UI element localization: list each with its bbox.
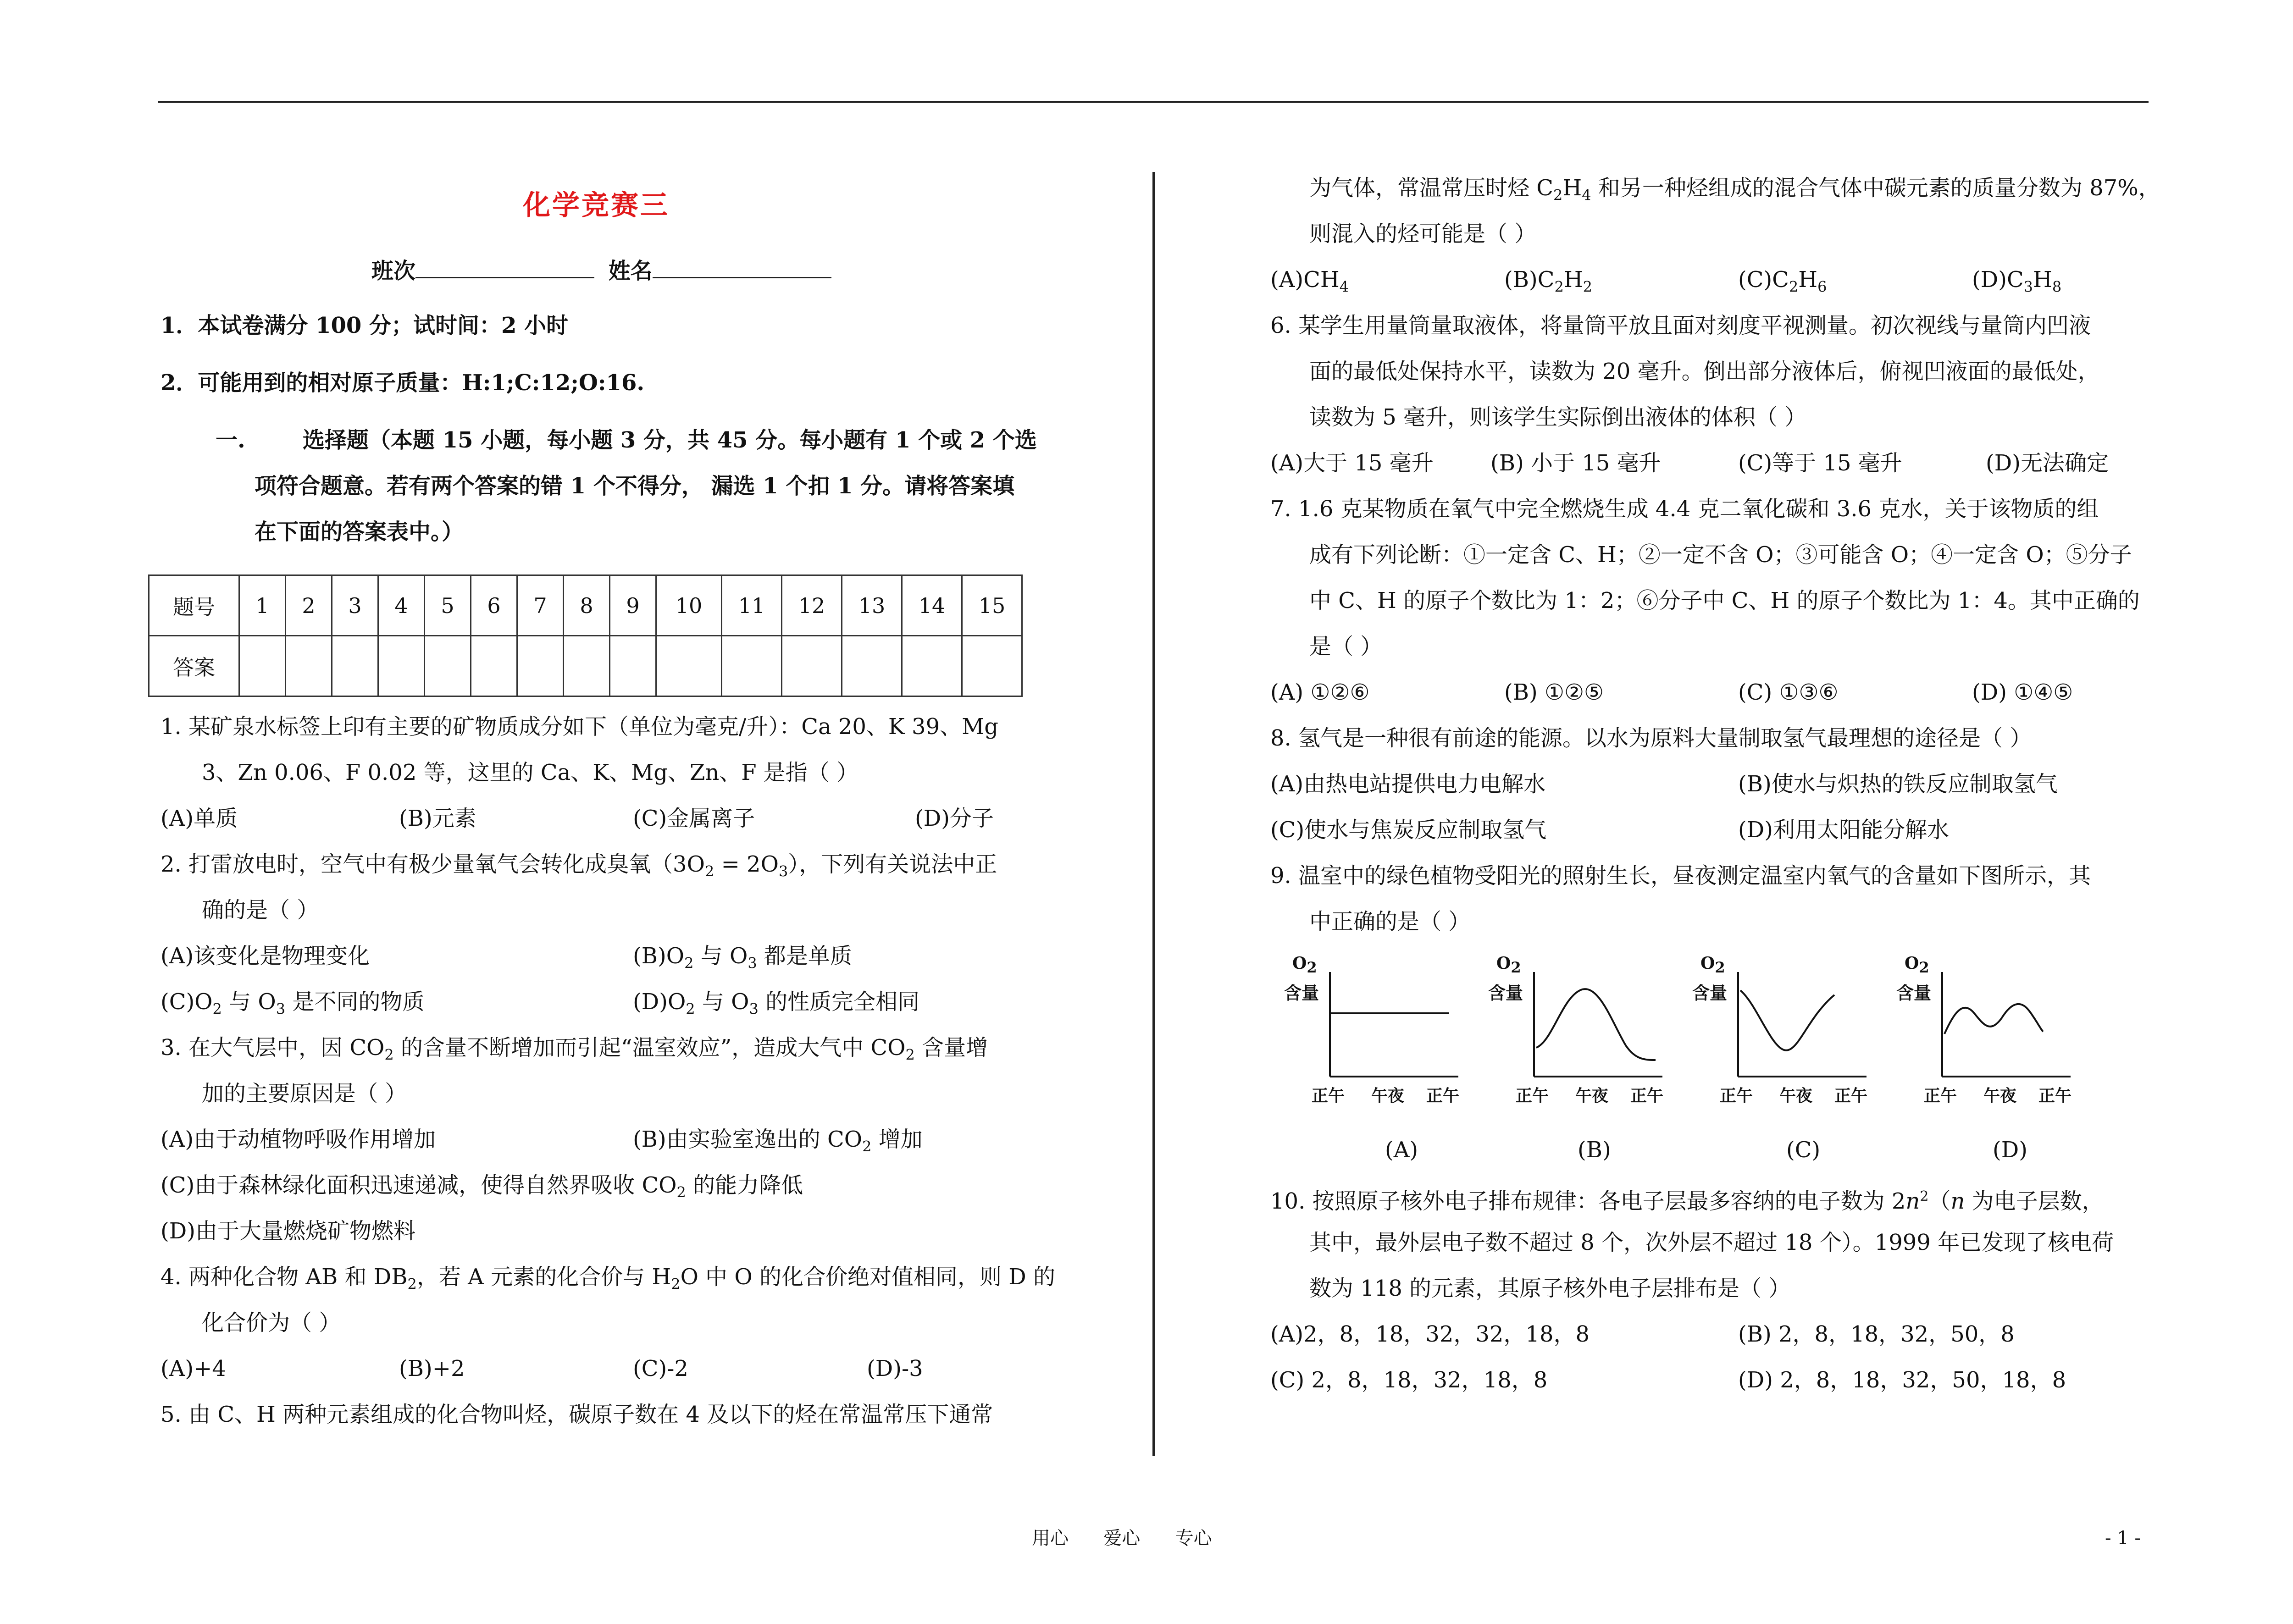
q6-option-d: (D)无法确定 (1986, 450, 2109, 476)
x-tick: 正午 (1720, 1086, 1753, 1105)
opt-text: 与 O (695, 989, 749, 1015)
q7-option-d: (D) ①④⑤ (1972, 679, 2073, 705)
q4-text-c: O 中 O 的化合价绝对值相同，则 D 的 (680, 1264, 1056, 1290)
table-cell: 6 (471, 575, 517, 636)
q3-text-a: 3. 在大气层中，因 CO (161, 1035, 385, 1061)
q1-option-d: (D)分子 (915, 806, 994, 831)
x-tick: 正午 (1630, 1086, 1664, 1105)
q8-option-d: (D)利用太阳能分解水 (1738, 817, 1949, 843)
q7-option-a: (A) ①②⑥ (1270, 679, 1370, 705)
answer-cell[interactable] (842, 636, 902, 696)
subscript: 2 (671, 1275, 681, 1293)
graph-b-svg (1497, 954, 1662, 1100)
graph-b-label: (B) (1578, 1137, 1611, 1163)
section-line-1: 选择题（本题 15 小题，每小题 3 分，共 45 分。每小题有 1 个或 2 个选 (303, 427, 1037, 453)
o2-label (1905, 954, 1929, 976)
q2-text-a: 2. 打雷放电时，空气中有极少量氧气会转化成臭氧（3O (161, 851, 705, 877)
subscript: 2 (407, 1275, 417, 1293)
q7-line-1: 7. 1.6 克某物质在氧气中完全燃烧生成 4.4 克二氧化碳和 3.6 克水，关于该物质的组 (1270, 496, 2099, 522)
q5-line-1: 5. 由 C、H 两种元素组成的化合物叫烃，碳原子数在 4 及以下的烃在常温常压下通常 (161, 1402, 993, 1427)
opt-text: (A)CH (1270, 267, 1340, 293)
subscript: 6 (1817, 278, 1827, 296)
table-cell: 1 (239, 575, 286, 636)
answer-cell[interactable] (962, 636, 1022, 696)
y-axis-label: 含量 (1692, 983, 1728, 1003)
graph-a (1284, 954, 1460, 1105)
opt-text: (C)O (161, 989, 213, 1015)
answer-cell[interactable] (902, 636, 962, 696)
subscript: 2 (1919, 959, 1929, 977)
opt-text: 与 O (222, 989, 276, 1015)
x-tick: 午夜 (1371, 1086, 1405, 1105)
q2-line-1 (161, 851, 997, 885)
q2-line-2: 确的是（ ） (202, 897, 319, 923)
graph-a-svg (1293, 954, 1458, 1100)
x-tick: 午夜 (1983, 1086, 2017, 1105)
class-blank[interactable] (415, 257, 594, 278)
opt-text: (B)O (633, 943, 685, 969)
q4-text-b: ，若 A 元素的化合价与 H (416, 1264, 671, 1290)
answer-cell[interactable] (239, 636, 286, 696)
x-tick: 正午 (1516, 1086, 1549, 1105)
q5-line-2 (1309, 174, 2160, 209)
opt-text: 增加 (871, 1127, 923, 1152)
graph-d-label: (D) (1993, 1137, 2027, 1163)
subscript: 2 (686, 1000, 695, 1018)
subscript: 2 (1554, 278, 1564, 296)
q3-option-c (161, 1171, 803, 1206)
section-line-2: 项符合题意。若有两个答案的错 1 个不得分， 漏选 1 个扣 1 分。请将答案填 (255, 473, 1015, 499)
answer-cell[interactable] (517, 636, 564, 696)
o2-label (1700, 954, 1725, 976)
q6-line-2: 面的最低处保持水平，读数为 20 毫升。倒出部分液体后，俯视凹液面的最低处， (1309, 359, 2100, 384)
subscript: 4 (1339, 278, 1349, 296)
table-cell: 14 (902, 575, 962, 636)
q3-option-d: (D)由于大量燃烧矿物燃料 (161, 1218, 415, 1244)
answer-cell[interactable] (610, 636, 656, 696)
y-axis-label: 含量 (1284, 983, 1319, 1003)
name-label: 姓名 (608, 258, 653, 284)
student-info-line (371, 257, 831, 285)
opt-text: (C)C (1738, 267, 1789, 293)
table-header-number: 题号 (149, 575, 239, 636)
q10-line-3: 数为 118 的元素，其原子核外电子层排布是（ ） (1309, 1276, 1791, 1301)
q10-text-d: （ (1928, 1188, 1951, 1214)
q9-line-2: 中正确的是（ ） (1309, 909, 1471, 934)
opt-text: H (1798, 267, 1818, 293)
x-tick: 正午 (1426, 1086, 1460, 1105)
x-tick: 正午 (2038, 1086, 2072, 1105)
graph-a-label: (A) (1385, 1137, 1418, 1163)
q2-option-b (633, 942, 852, 977)
q6-line-3: 读数为 5 毫升，则该学生实际倒出液体的体积（ ） (1309, 404, 1807, 430)
q5-text-a: 为气体，常温常压时烃 C (1309, 175, 1553, 201)
subscript: 3 (276, 1000, 286, 1018)
table-cell: 11 (722, 575, 782, 636)
x-tick: 正午 (1834, 1086, 1868, 1105)
graph-d-svg (1905, 954, 2071, 1100)
curve-b (1536, 989, 1656, 1060)
q4-line-1 (161, 1263, 1055, 1298)
column-divider (1152, 172, 1155, 1456)
page-title: 化学竞赛三 (523, 189, 670, 221)
q1-option-c: (C)金属离子 (633, 806, 755, 831)
subscript: 2 (1789, 278, 1799, 296)
subscript: 2 (905, 1046, 915, 1064)
answer-cell[interactable] (782, 636, 842, 696)
subscript: 2 (1583, 278, 1593, 296)
q6-option-c: (C)等于 15 毫升 (1738, 450, 1902, 476)
header-rule (158, 101, 2149, 103)
q8-line-1: 8. 氢气是一种很有前途的能源。以水为原料大量制取氢气最理想的途径是（ ） (1270, 725, 2032, 751)
q9-line-1: 9. 温室中的绿色植物受阳光的照射生长，昼夜测定温室内氧气的含量如下图所示，其 (1270, 863, 2091, 889)
graph-c (1692, 954, 1868, 1105)
q10-option-c: (C) 2，8，18，32，18，8 (1270, 1367, 1548, 1393)
instruction-2: 2．可能用到的相对原子质量：H:1;C:12;O:16. (161, 370, 645, 396)
subscript: 2 (862, 1138, 872, 1155)
opt-text: 是不同的物质 (285, 989, 425, 1015)
instruction-1: 1．本试卷满分 100 分；试时间：2 小时 (161, 313, 569, 338)
table-cell: 8 (564, 575, 610, 636)
q10-option-d: (D) 2，8，18，32，50，18，8 (1738, 1367, 2066, 1393)
answer-cell[interactable] (656, 636, 722, 696)
x-tick: 正午 (1312, 1086, 1345, 1105)
o2-text: O (1496, 954, 1511, 973)
opt-text: H (2033, 267, 2052, 293)
q5-option-d (1972, 266, 2061, 301)
y-axis-label: 含量 (1488, 983, 1523, 1003)
graph-b (1488, 954, 1664, 1105)
o2-text: O (1292, 954, 1307, 973)
q4-line-2: 化合价为（ ） (202, 1310, 341, 1336)
table-cell: 5 (425, 575, 471, 636)
q8-option-b: (B)使水与炽热的铁反应制取氢气 (1738, 771, 2058, 797)
q3-option-a: (A)由于动植物呼吸作用增加 (161, 1127, 436, 1152)
subscript: 8 (2052, 278, 2062, 296)
answer-cell[interactable] (564, 636, 610, 696)
q2-option-d (633, 988, 919, 1023)
q10-var-n: n (1950, 1188, 1965, 1214)
answer-table (148, 574, 1023, 697)
y-axis-label: 含量 (1896, 983, 1932, 1003)
q7-option-c: (C) ①③⑥ (1738, 679, 1839, 705)
q4-option-c: (C)-2 (633, 1356, 688, 1381)
opt-text: (D)O (633, 989, 686, 1015)
q8-option-a: (A)由热电站提供电力电解水 (1270, 771, 1546, 797)
o2-text: O (1905, 954, 1919, 973)
subscript: 2 (1715, 959, 1725, 977)
q7-line-3: 中 C、H 的原子个数比为 1：2；⑥分子中 C、H 的原子个数比为 1：4。其中正确的 (1309, 588, 2140, 613)
q3-line-1 (161, 1034, 988, 1069)
subscript: 2 (1511, 959, 1521, 977)
q5-text-b: H (1562, 175, 1582, 201)
q6-option-a: (A)大于 15 毫升 (1270, 450, 1434, 476)
section-number: 一. (216, 427, 245, 453)
table-row-answers (149, 636, 1022, 696)
graph-c-svg (1701, 954, 1867, 1100)
q10-line-2: 其中，最外层电子数不超过 8 个，次外层不超过 18 个）。1999 年已发现了核电荷 (1309, 1230, 2114, 1255)
q4-text-a: 4. 两种化合物 AB 和 DB (161, 1264, 408, 1290)
footer-motto: 用心 爱心 专心 (1032, 1528, 1212, 1549)
q8-option-c: (C)使水与焦炭反应制取氢气 (1270, 817, 1547, 843)
q10-line-1 (1270, 1183, 2104, 1215)
subscript: 3 (748, 954, 757, 972)
q7-option-b: (B) ①②⑤ (1504, 679, 1604, 705)
table-header-answer: 答案 (149, 636, 239, 696)
x-tick: 正午 (1924, 1086, 1957, 1105)
q10-option-b: (B) 2，8，18，32，50，8 (1738, 1321, 2015, 1347)
opt-text: 与 O (693, 943, 748, 969)
answer-cell[interactable] (286, 636, 332, 696)
q1-option-b: (B)元素 (399, 806, 476, 831)
opt-text: (B)由实验室逸出的 CO (633, 1127, 863, 1152)
q1-option-a: (A)单质 (161, 806, 238, 831)
opt-text: H (1563, 267, 1583, 293)
q2-text-b: = 2O (714, 851, 779, 877)
q6-option-b: (B) 小于 15 毫升 (1490, 450, 1661, 476)
o2-label (1292, 954, 1317, 976)
q10-text-a: 10. 按照原子核外电子排布规律：各电子层最多容纳的电子数为 2 (1270, 1188, 1906, 1214)
opt-text: (D)C (1972, 267, 2024, 293)
opt-text: (C)由于森林绿化面积迅速递减，使得自然界吸收 CO (161, 1172, 677, 1198)
q5-text-c: 和另一种烃组成的混合气体中碳元素的质量分数为 87%， (1591, 175, 2160, 201)
superscript: 2 (1920, 1188, 1929, 1204)
answer-cell[interactable] (471, 636, 517, 696)
table-cell: 15 (962, 575, 1022, 636)
table-cell: 13 (842, 575, 902, 636)
subscript: 2 (384, 1046, 394, 1064)
opt-text: 的能力降低 (686, 1172, 803, 1198)
q10-var-n: n (1905, 1188, 1920, 1214)
q5-line-3: 则混入的烃可能是（ ） (1309, 221, 1537, 247)
x-tick: 午夜 (1779, 1086, 1813, 1105)
q5-option-c (1738, 266, 1827, 301)
table-cell: 12 (782, 575, 842, 636)
q7-line-2: 成有下列论断：①一定含 C、H；②一定不含 O；③可能含 O；④一定含 O；⑤分子 (1309, 542, 2132, 568)
q4-option-d: (D)-3 (867, 1356, 923, 1381)
curve-d (1944, 1004, 2043, 1034)
subscript: 3 (778, 862, 788, 880)
q4-option-b: (B)+2 (399, 1356, 465, 1381)
class-label: 班次 (371, 258, 416, 284)
graph-d (1896, 954, 2072, 1105)
q1-line-1: 1. 某矿泉水标签上印有主要的矿物质成分如下（单位为毫克/升）：Ca 20、K 39、Mg (161, 714, 998, 740)
q1-line-2: 3、Zn 0.06、F 0.02 等，这里的 Ca、K、Mg、Zn、F 是指（ ） (202, 760, 859, 785)
o2-text: O (1700, 954, 1715, 973)
subscript: 2 (212, 1000, 222, 1018)
q10-text-f: 为电子层数， (1965, 1188, 2104, 1214)
answer-cell[interactable] (425, 636, 471, 696)
subscript: 2 (704, 862, 714, 880)
q4-option-a: (A)+4 (161, 1356, 226, 1381)
x-tick: 午夜 (1575, 1086, 1609, 1105)
subscript: 2 (684, 954, 694, 972)
q3-option-b (633, 1126, 923, 1160)
table-cell: 4 (378, 575, 425, 636)
opt-text: (B)C (1504, 267, 1555, 293)
answer-cell[interactable] (332, 636, 378, 696)
subscript: 2 (1553, 186, 1563, 204)
q3-text-b: 的含量不断增加而引起“温室效应”，造成大气中 CO (393, 1035, 906, 1061)
subscript: 3 (749, 1000, 759, 1018)
q7-line-4: 是（ ） (1309, 634, 1383, 659)
table-row-numbers (149, 575, 1022, 636)
page-number: - 1 - (2105, 1528, 2141, 1549)
table-cell: 2 (286, 575, 332, 636)
q3-text-c: 含量增 (914, 1035, 988, 1061)
opt-text: 都是单质 (757, 943, 852, 969)
subscript: 2 (676, 1183, 686, 1201)
q3-line-2: 加的主要原因是（ ） (202, 1081, 407, 1106)
section-line-3: 在下面的答案表中。） (255, 519, 464, 545)
table-cell: 10 (656, 575, 722, 636)
q2-option-a: (A)该变化是物理变化 (161, 943, 370, 969)
subscript: 3 (2023, 278, 2033, 296)
q10-option-a: (A)2，8，18，32，32，18，8 (1270, 1321, 1590, 1347)
q2-option-c (161, 988, 424, 1023)
answer-cell[interactable] (378, 636, 425, 696)
table-cell: 9 (610, 575, 656, 636)
opt-text: 的性质完全相同 (758, 989, 920, 1015)
table-cell: 7 (517, 575, 564, 636)
q6-line-1: 6. 某学生用量筒量取液体，将量筒平放且面对刻度平视测量。初次视线与量筒内凹液 (1270, 313, 2091, 338)
subscript: 2 (1307, 959, 1317, 977)
q2-text-c: ），下列有关说法中正 (788, 851, 997, 877)
curve-c (1740, 990, 1834, 1050)
subscript: 4 (1582, 186, 1591, 204)
q5-option-a (1270, 266, 1349, 301)
table-cell: 3 (332, 575, 378, 636)
graph-c-label: (C) (1786, 1137, 1821, 1163)
o2-label (1496, 954, 1521, 976)
answer-cell[interactable] (722, 636, 782, 696)
name-blank[interactable] (653, 257, 831, 278)
q5-option-b (1504, 266, 1592, 301)
